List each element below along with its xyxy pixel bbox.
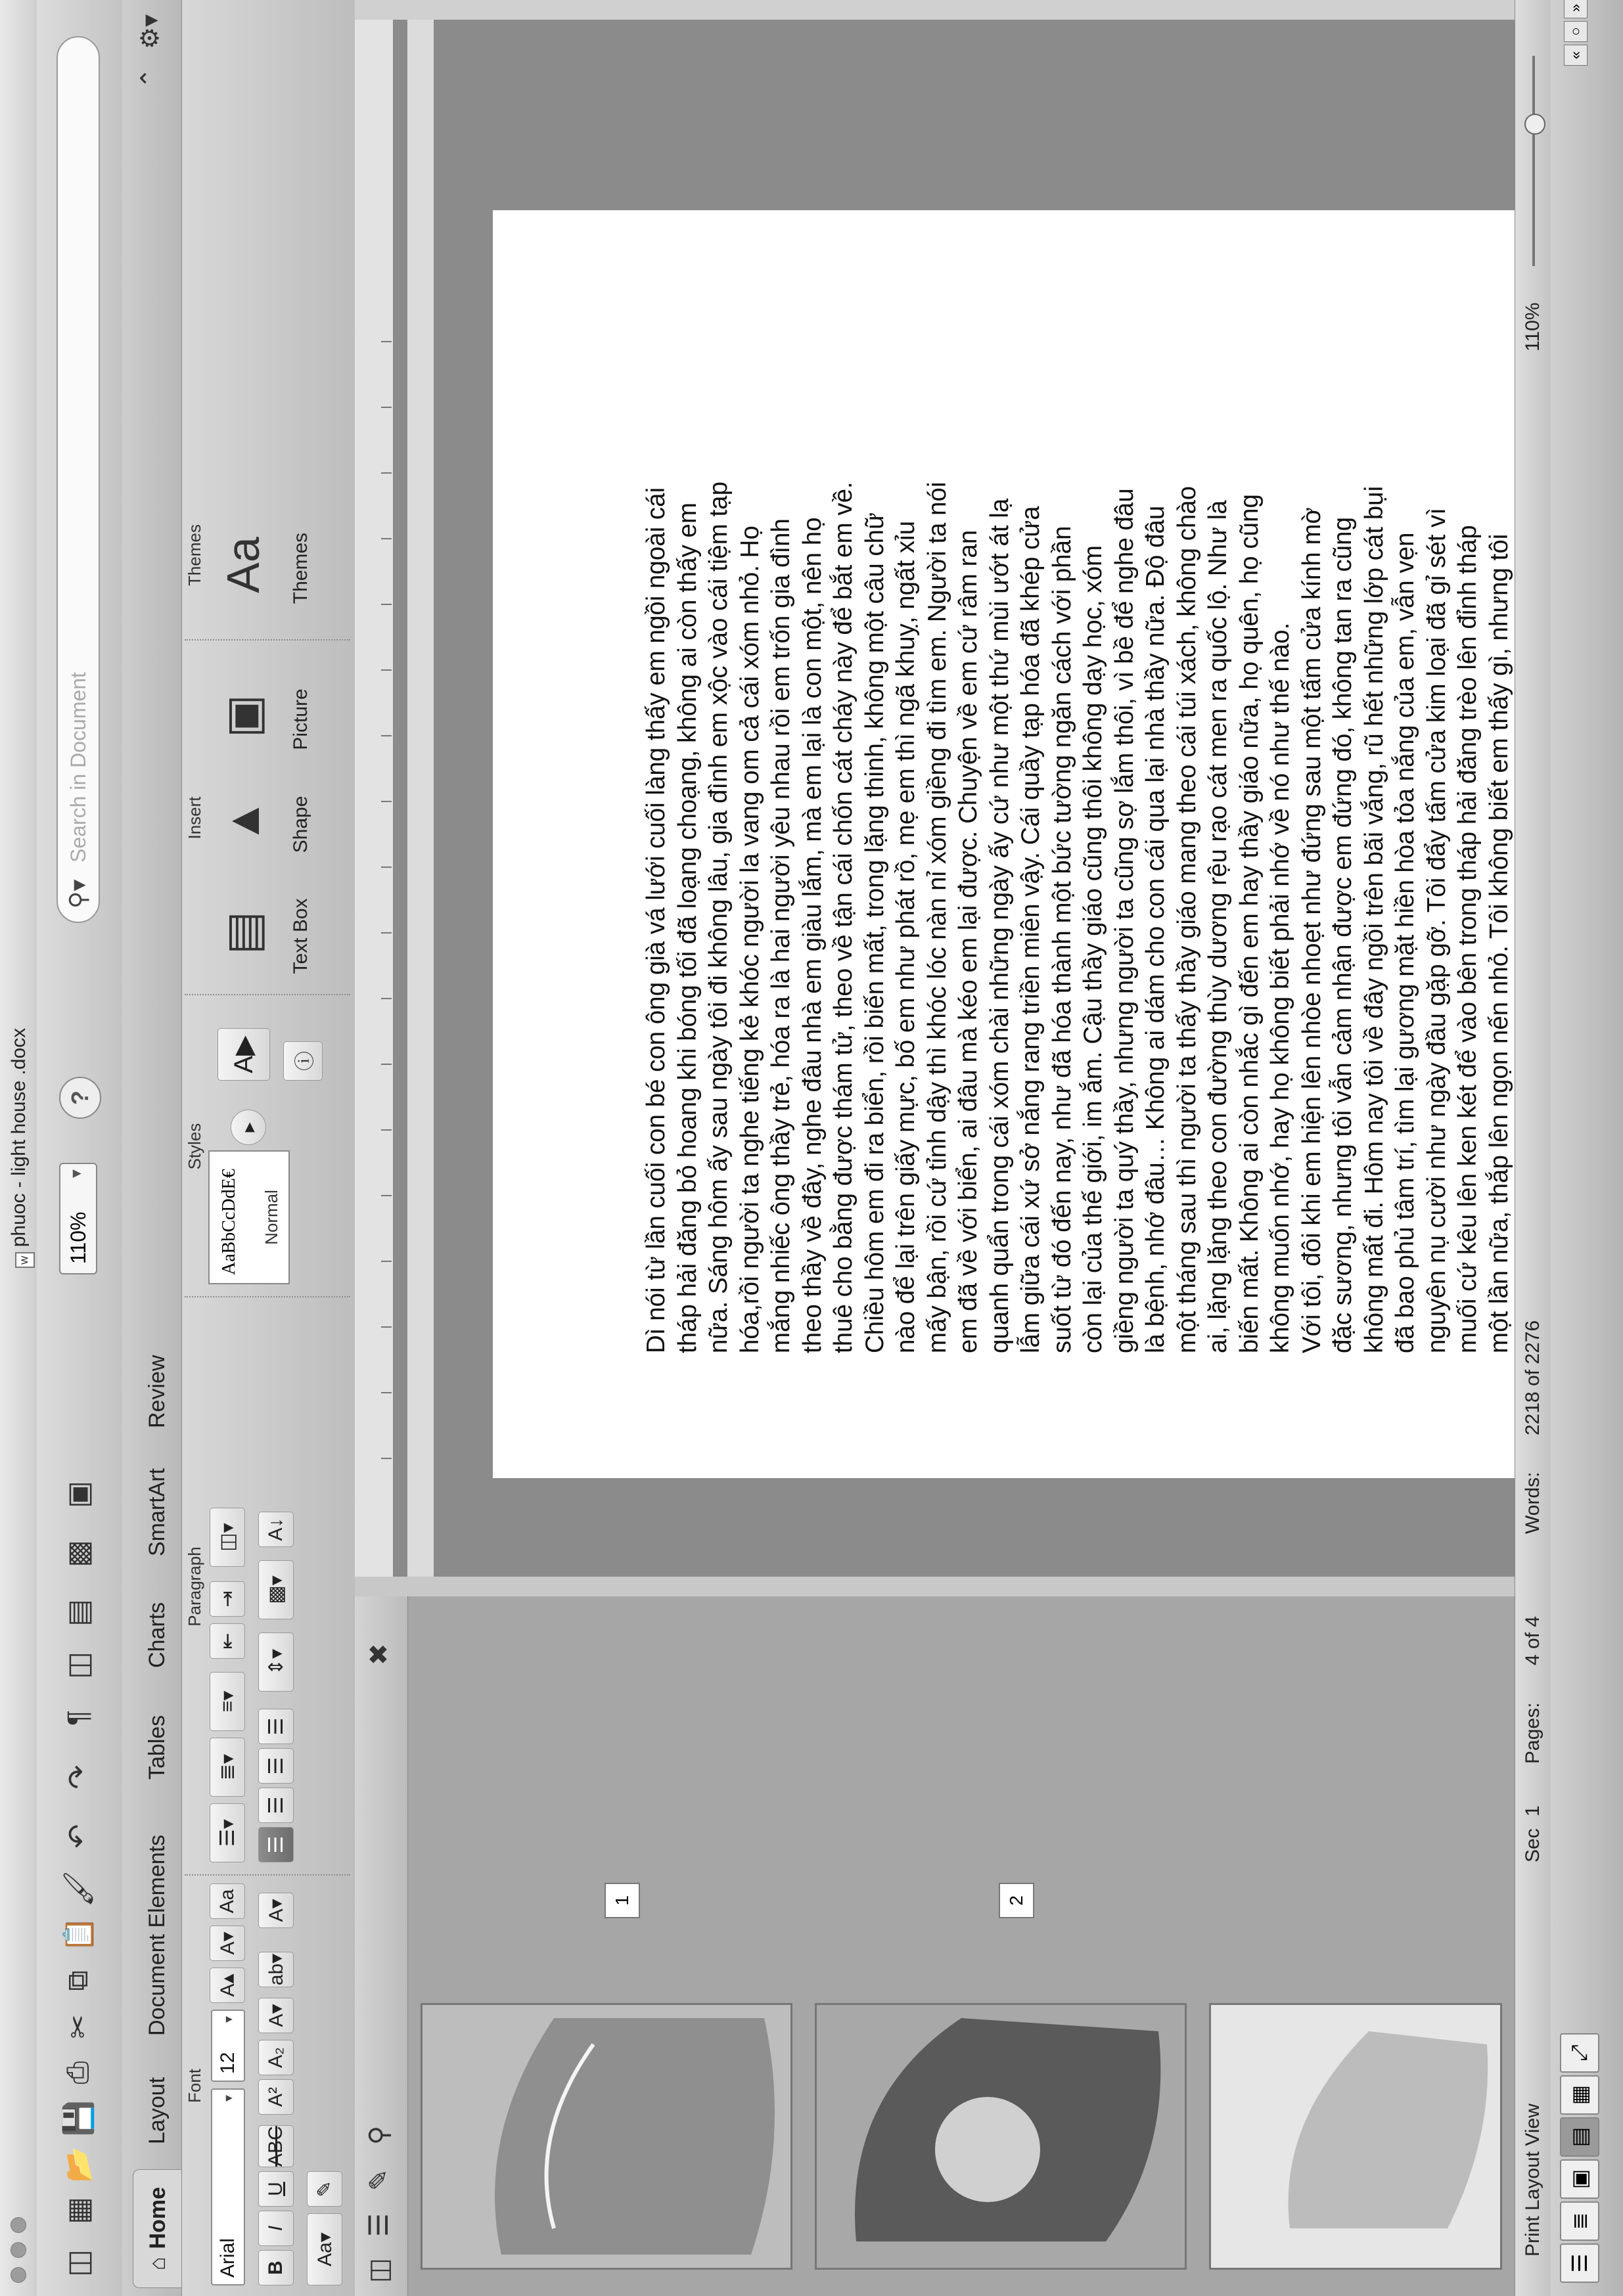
change-case-button[interactable]: Aa: [210, 1883, 245, 1919]
notebook-view-button[interactable]: ▦: [1560, 2075, 1599, 2115]
themes-icon[interactable]: Aa: [217, 537, 269, 593]
draft-view-button[interactable]: ☰: [1560, 2243, 1599, 2283]
sort-button[interactable]: A↓: [258, 1512, 294, 1547]
decrease-indent-button[interactable]: ⇤: [210, 1623, 245, 1659]
section-label: Sec: [1522, 1828, 1543, 1862]
status-bar: [1515, 0, 1551, 2296]
undo-icon[interactable]: ↶: [62, 1824, 95, 1849]
words-value: 2218 of 2276: [1522, 1320, 1543, 1435]
publishing-view-button[interactable]: ▣: [1560, 2159, 1599, 2199]
tab-layout[interactable]: Layout: [144, 2077, 170, 2144]
themes-group-title: Themes: [185, 524, 204, 586]
chevron-down-icon: ▾: [221, 2016, 236, 2023]
paste-icon[interactable]: 📋: [62, 1916, 95, 1953]
paragraph-group-title: Paragraph: [185, 1546, 204, 1627]
search-icon: ⚲▾: [64, 879, 91, 909]
bold-button[interactable]: B: [258, 2250, 294, 2285]
open-icon[interactable]: 📂: [62, 2146, 95, 2183]
close-icon[interactable]: ✖: [365, 1643, 394, 1665]
page-thumbnail-2[interactable]: [815, 2003, 1187, 2270]
pages-label: Pages:: [1522, 1702, 1543, 1764]
page-thumbnail-3[interactable]: [1209, 2003, 1502, 2270]
superscript-button[interactable]: A²: [258, 2079, 294, 2115]
shape-label[interactable]: Shape: [290, 796, 311, 853]
browse-object-icon[interactable]: ○: [1564, 21, 1588, 42]
copy-icon[interactable]: ⧉: [62, 1970, 94, 1991]
gallery-icon[interactable]: ▤: [62, 1599, 95, 1627]
align-left-button[interactable]: ☰: [258, 1827, 294, 1862]
print-icon[interactable]: ⎙: [62, 2061, 94, 2084]
format-painter-icon[interactable]: 🖌: [62, 1870, 95, 1907]
save-icon[interactable]: 💾: [62, 2100, 95, 2137]
thumbnail-image-hand: [423, 2005, 790, 2268]
picture-label[interactable]: Picture: [290, 688, 311, 750]
title-bar: [0, 0, 37, 2296]
templates-icon[interactable]: ▦: [62, 2197, 95, 2224]
text-effects-button[interactable]: A▾: [258, 1893, 294, 1928]
picture-icon[interactable]: ▣: [217, 694, 269, 738]
document-icon: W: [15, 1252, 35, 1268]
sidebar-splitter[interactable]: [355, 1577, 1515, 1596]
tab-review[interactable]: Review: [144, 1355, 170, 1428]
redo-icon[interactable]: ↷: [62, 1765, 95, 1790]
document-area: [355, 0, 1515, 1577]
align-center-button[interactable]: ☰: [258, 1788, 294, 1823]
search-input[interactable]: ⚲▾ Search in Document: [57, 36, 100, 923]
gear-icon[interactable]: ⚙▾: [137, 14, 164, 49]
page-thumbnail-label-2: 2: [999, 1883, 1034, 1918]
sidebar-toggle-icon[interactable]: ◫: [62, 1652, 95, 1679]
next-page-icon[interactable]: »: [1564, 0, 1588, 18]
view-bar: [1551, 0, 1623, 2296]
font-group-title: Font: [185, 2068, 204, 2104]
thumbnail-image-leg: [817, 2005, 1185, 2268]
toolbox-icon[interactable]: ▩: [62, 1540, 95, 1567]
themes-label[interactable]: Themes: [290, 532, 311, 604]
line-spacing-button[interactable]: ⇕▾: [258, 1632, 294, 1692]
cut-icon[interactable]: ✂: [62, 2014, 95, 2039]
standard-toolbar: [37, 0, 123, 2296]
outline-view-button[interactable]: ≣: [1560, 2201, 1599, 2241]
bullets-button[interactable]: ☰▾: [210, 1803, 245, 1862]
clear-formatting-button[interactable]: Aa▾: [307, 2213, 342, 2285]
align-right-button[interactable]: ☰: [258, 1748, 294, 1784]
ruler-ticks: [355, 0, 393, 1577]
columns-button[interactable]: ◫▾: [210, 1508, 245, 1567]
style-normal[interactable]: AaBbCcDdE€ Normal: [208, 1150, 290, 1284]
styles-group-title: Styles: [185, 1123, 204, 1170]
shrink-font-button[interactable]: A▾: [210, 1925, 245, 1961]
collapse-ribbon-icon[interactable]: ⌃: [137, 68, 164, 89]
media-icon[interactable]: ▣: [62, 1481, 95, 1508]
highlight-button[interactable]: ab▾: [258, 1952, 294, 1987]
document-body[interactable]: [641, 480, 1513, 1353]
new-document-icon[interactable]: ◫: [62, 2249, 95, 2277]
italic-button[interactable]: I: [258, 2211, 294, 2246]
zoom-slider-knob[interactable]: [1524, 114, 1545, 135]
ribbon-tabs: [122, 0, 181, 2296]
tab-document-elements[interactable]: Document Elements: [144, 1834, 170, 2036]
search-icon[interactable]: ⚲: [365, 2125, 394, 2145]
strikethrough-button[interactable]: ABC: [258, 2125, 294, 2167]
shading-button[interactable]: ▩▾: [258, 1560, 294, 1619]
ribbon: [181, 0, 357, 2296]
tab-home[interactable]: ⌂ Home: [133, 2169, 182, 2288]
shape-icon[interactable]: ▲: [217, 798, 269, 844]
font-case-icon[interactable]: ✎: [307, 2171, 342, 2207]
home-icon: ⌂: [145, 2257, 170, 2270]
help-icon[interactable]: ?: [59, 1077, 101, 1119]
thumbnail-image-3: [1211, 2005, 1500, 2268]
view-label: Print Layout View: [1522, 2104, 1543, 2257]
page-navigation: [1564, 0, 1588, 66]
text-box-label[interactable]: Text Box: [290, 898, 311, 974]
horizontal-ruler[interactable]: [355, 0, 394, 1577]
section-value: 1: [1522, 1805, 1543, 1816]
pages-value: 4 of 4: [1522, 1615, 1543, 1665]
tab-tables[interactable]: Tables: [144, 1715, 170, 1780]
paragraph[interactable]: Với tôi, đôi khi em hiện lên nhòe nhoẹt như đứng sau một tấm cửa kính mờ đặc sương, nhưng tôi vẫn cảm nhận được em đứng đó, không tan ra cũng không mất đi. Hôm nay tôi về đây ngồi trên bãi vắng, rũ hết những lớp cát bụi đã bao phủ tâm trí, tìm lại gương mặt hiền hòa tỏa nắng của em, vẫn vẹn nguyên nụ cười như ngày đầu gặp gỡ. Tôi đẩy tấm cửa kim loại đã gỉ sét vì muối cứ kêu lên ken két để vào bên trong tháp hải đăng trèo lên đỉnh tháp một lần nữa, thắp lên ngọn nến nhỏ. Tôi không biết em thấy gì, nhưng tôi: [1297, 485, 1513, 1353]
vertical-scrollbar[interactable]: [355, 0, 1515, 20]
font-name-select[interactable]: Arial ▾: [211, 2088, 245, 2285]
tab-smartart[interactable]: SmartArt: [144, 1468, 170, 1556]
text-box-icon[interactable]: ▤: [217, 911, 269, 955]
zoom-select[interactable]: 110% ▾: [59, 1163, 97, 1274]
previous-page-icon[interactable]: «: [1564, 45, 1588, 66]
subscript-button[interactable]: A₂: [258, 2040, 294, 2075]
vertical-ruler[interactable]: [407, 0, 434, 1577]
paragraph-group: [185, 1296, 350, 1876]
font-size-select[interactable]: 12 ▾: [211, 2010, 245, 2082]
show-formatting-icon[interactable]: ¶: [62, 1710, 94, 1726]
underline-button[interactable]: U: [258, 2171, 294, 2207]
chevron-down-icon: ▾: [66, 1169, 85, 1179]
document-page[interactable]: [493, 210, 1518, 1478]
multilevel-list-button[interactable]: ≡▾: [210, 1672, 245, 1731]
increase-indent-button[interactable]: ⇥: [210, 1581, 245, 1617]
insert-group-title: Insert: [185, 796, 204, 840]
themes-group: [185, 470, 350, 641]
thumbnails-icon[interactable]: ◫: [365, 2258, 394, 2283]
page-thumbnail-1[interactable]: [421, 2003, 792, 2270]
words-label: Words:: [1522, 1472, 1543, 1534]
zoom-slider[interactable]: [1532, 56, 1535, 266]
thumbnail-sidebar: [355, 1595, 1515, 2296]
tab-charts[interactable]: Charts: [144, 1602, 170, 1668]
insert-group: [185, 639, 350, 995]
styles-pane-icon[interactable]: A▶: [217, 1028, 270, 1081]
font-color-button[interactable]: A▾: [258, 1998, 294, 2033]
zoom-value: 110%: [1522, 302, 1543, 351]
print-layout-view-button[interactable]: ▤: [1560, 2117, 1599, 2157]
sidebar-toolbar: [355, 1596, 408, 2296]
reviewing-pane-icon[interactable]: ✎: [365, 2169, 394, 2191]
outline-icon[interactable]: ☰: [365, 2213, 394, 2237]
chevron-down-icon: ▾: [221, 2095, 236, 2102]
window-title: Wphuoc - light house .docx: [8, 0, 35, 2296]
paragraph[interactable]: Dì nói từ lần cuối con bé con ông già vá lưới cuối làng thấy em ngồi ngoài cái tháp hải đăng bỏ hoang khi bóng tối đã loạng choạng, không ai còn thấy em nữa. Sáng hôm ấy sau ngày tôi đi không lâu, gia đình em xộc vào cái tiệm tạp hóa,rồi người ta nghe tiếng kẻ khóc người la vang om cả cái xóm nhỏ. Họ mắng nhiếc ông thầy trẻ, hóa ra là hai người yêu nhau rồi em trốn gia đình theo thầy về đây, nghe đâu nhà em giàu lắm, mà em lại là con một, nên họ thuê cho bằng được thám tử, theo về tận cái chốn cát cháy này để bắt em về. Chiều hôm em đi ra biển, rồi biến mất, trong lặng thinh, không một câu chữ nào để lại trên giấy mực, bố em như phát rồ, mẹ em thì ngã khuỵ, ngất xỉu mấy bận, rồi cứ tỉnh dậy thì khóc lóc nàn nỉ xóm giềng đi tìm em. Người ta nói em đã về với biển, ai đâu mà kéo em lại được. Chuyện về em cứ râm ran quanh quẩn trong cái xóm chài những ngày ấy cứ như một thứ mùi ướt át lạ lẫm giữa cái xứ sở nắng rang triền miên vậy. Cái quầy tạp hóa đã khép cửa suốt từ đó đến nay, như đã hóa thành một bức tường ngăn cách với phần còn lại của thế giới, im ắm. Cậu thầy giáo cũng thôi không dạy học, xóm giềng người ta quý thầy, nhưng người ta cũng sợ lắm thôi, vì bề để nghe đâu là bệnh, nhớ đâu… Không ai dám cho con cái qua lại nhà thầy nữa. Độ đâu một tháng sau thì người ta thấy thầy giáo mang theo cái túi xách, không chào ai, lặng lặng theo con đường thùy dương rệu rạo cát men ra quốc lộ. Như là biến mất. Không ai còn nhắc gì đến em hay thầy giáo nữa, họ quên, họ cũng không muốn nhớ, hay họ không biết phải nhớ về nó như thế nào.: [642, 481, 1294, 1353]
styles-group: [185, 994, 350, 1297]
font-group: [185, 1874, 350, 2296]
justify-button[interactable]: ☰: [258, 1709, 294, 1744]
numbering-button[interactable]: ≣▾: [210, 1738, 245, 1797]
grow-font-button[interactable]: A▴: [210, 1968, 245, 2003]
focus-view-button[interactable]: ⤢: [1560, 2033, 1599, 2073]
styles-manage-icon[interactable]: ⓘ: [283, 1041, 323, 1081]
page-thumbnail-label-1: 1: [605, 1883, 640, 1918]
styles-more-icon[interactable]: ▸: [231, 1110, 266, 1145]
